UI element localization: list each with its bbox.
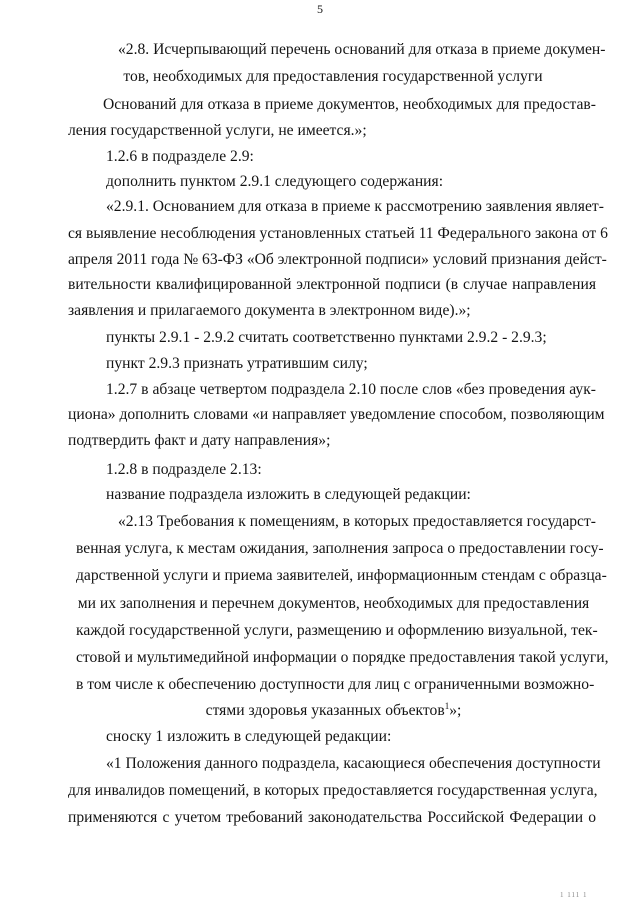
text-line: «1 Положения данного подраздела, касающиеся обеспечения доступности — [106, 755, 601, 772]
text-line: 1.2.6 в подразделе 2.9: — [106, 148, 254, 165]
text-line: дополнить пунктом 2.9.1 следующего содержания: — [106, 173, 444, 190]
text-line: применяются с учетом требований законодательства Российской Федерации о — [68, 809, 596, 826]
text-line: 1.2.8 в подразделе 2.13: — [106, 461, 262, 478]
text-line: пункты 2.9.1 - 2.9.2 считать соответственно пунктами 2.9.2 - 2.9.3; — [106, 329, 547, 346]
text-line: название подраздела изложить в следующей редакции: — [106, 486, 471, 503]
text-fragment: стями здоровья указанных объектов — [205, 702, 445, 719]
footnote-marker: 1 — [444, 700, 450, 711]
text-line: «2.13 Требования к помещениям, в которых предоставляется государст- — [118, 513, 596, 530]
text-line: пункт 2.9.3 признать утратившим силу; — [106, 355, 368, 372]
scan-mark: 1 111 1 — [560, 891, 588, 899]
text-line: каждой государственной услуги, размещению и оформлению визуальной, тек- — [76, 622, 598, 639]
text-line: стовой и мультимедийной информации о порядке предоставления такой услуги, — [76, 649, 609, 666]
text-line: тов, необходимых для предоставления государственной услуги — [123, 68, 543, 85]
text-line: ления государственной услуги, не имеется.»; — [68, 122, 367, 139]
text-line: венная услуга, к местам ожидания, заполнения запроса о предоставлении госу- — [76, 540, 604, 557]
text-line: для инвалидов помещений, в которых предоставляется государственная услуга, — [68, 782, 598, 799]
text-fragment: »; — [449, 702, 462, 719]
text-line: дарственной услуги и приема заявителей, информационным стендам с образца- — [76, 567, 607, 584]
text-line: заявления и прилагаемого документа в электронном виде).»; — [68, 302, 471, 319]
text-line: «2.8. Исчерпывающий перечень оснований для отказа в приеме докумен- — [118, 41, 606, 58]
text-line: сноску 1 изложить в следующей редакции: — [106, 728, 392, 745]
text-line: 1.2.7 в абзаце четвертом подраздела 2.10 после слов «без проведения аук- — [106, 381, 596, 398]
page-number: 5 — [317, 2, 323, 16]
text-line: «2.9.1. Основанием для отказа в приеме к рассмотрению заявления являет- — [106, 198, 604, 215]
text-line: в том числе к обеспечению доступности для лиц с ограниченными возможно- — [76, 676, 595, 693]
text-line: ся выявление несоблюдения установленных статьей 11 Федерального закона от 6 — [68, 225, 608, 242]
text-line: апреля 2011 года № 63-ФЗ «Об электронной подписи» условий признания дейст- — [68, 251, 607, 268]
text-line: ми их заполнения и перечнем документов, необходимых для предоставления — [77, 595, 590, 612]
text-line: подтвердить факт и дату направления»; — [68, 432, 331, 449]
text-line: циона» дополнить словами «и направляет уведомление способом, позволяющим — [68, 406, 605, 423]
text-line — [76, 701, 591, 721]
text-line: Оснований для отказа в приеме документов, необходимых для предостав- — [103, 96, 596, 113]
text-line: вительности квалифицированной электронной подписи (в случае направления — [68, 276, 596, 293]
